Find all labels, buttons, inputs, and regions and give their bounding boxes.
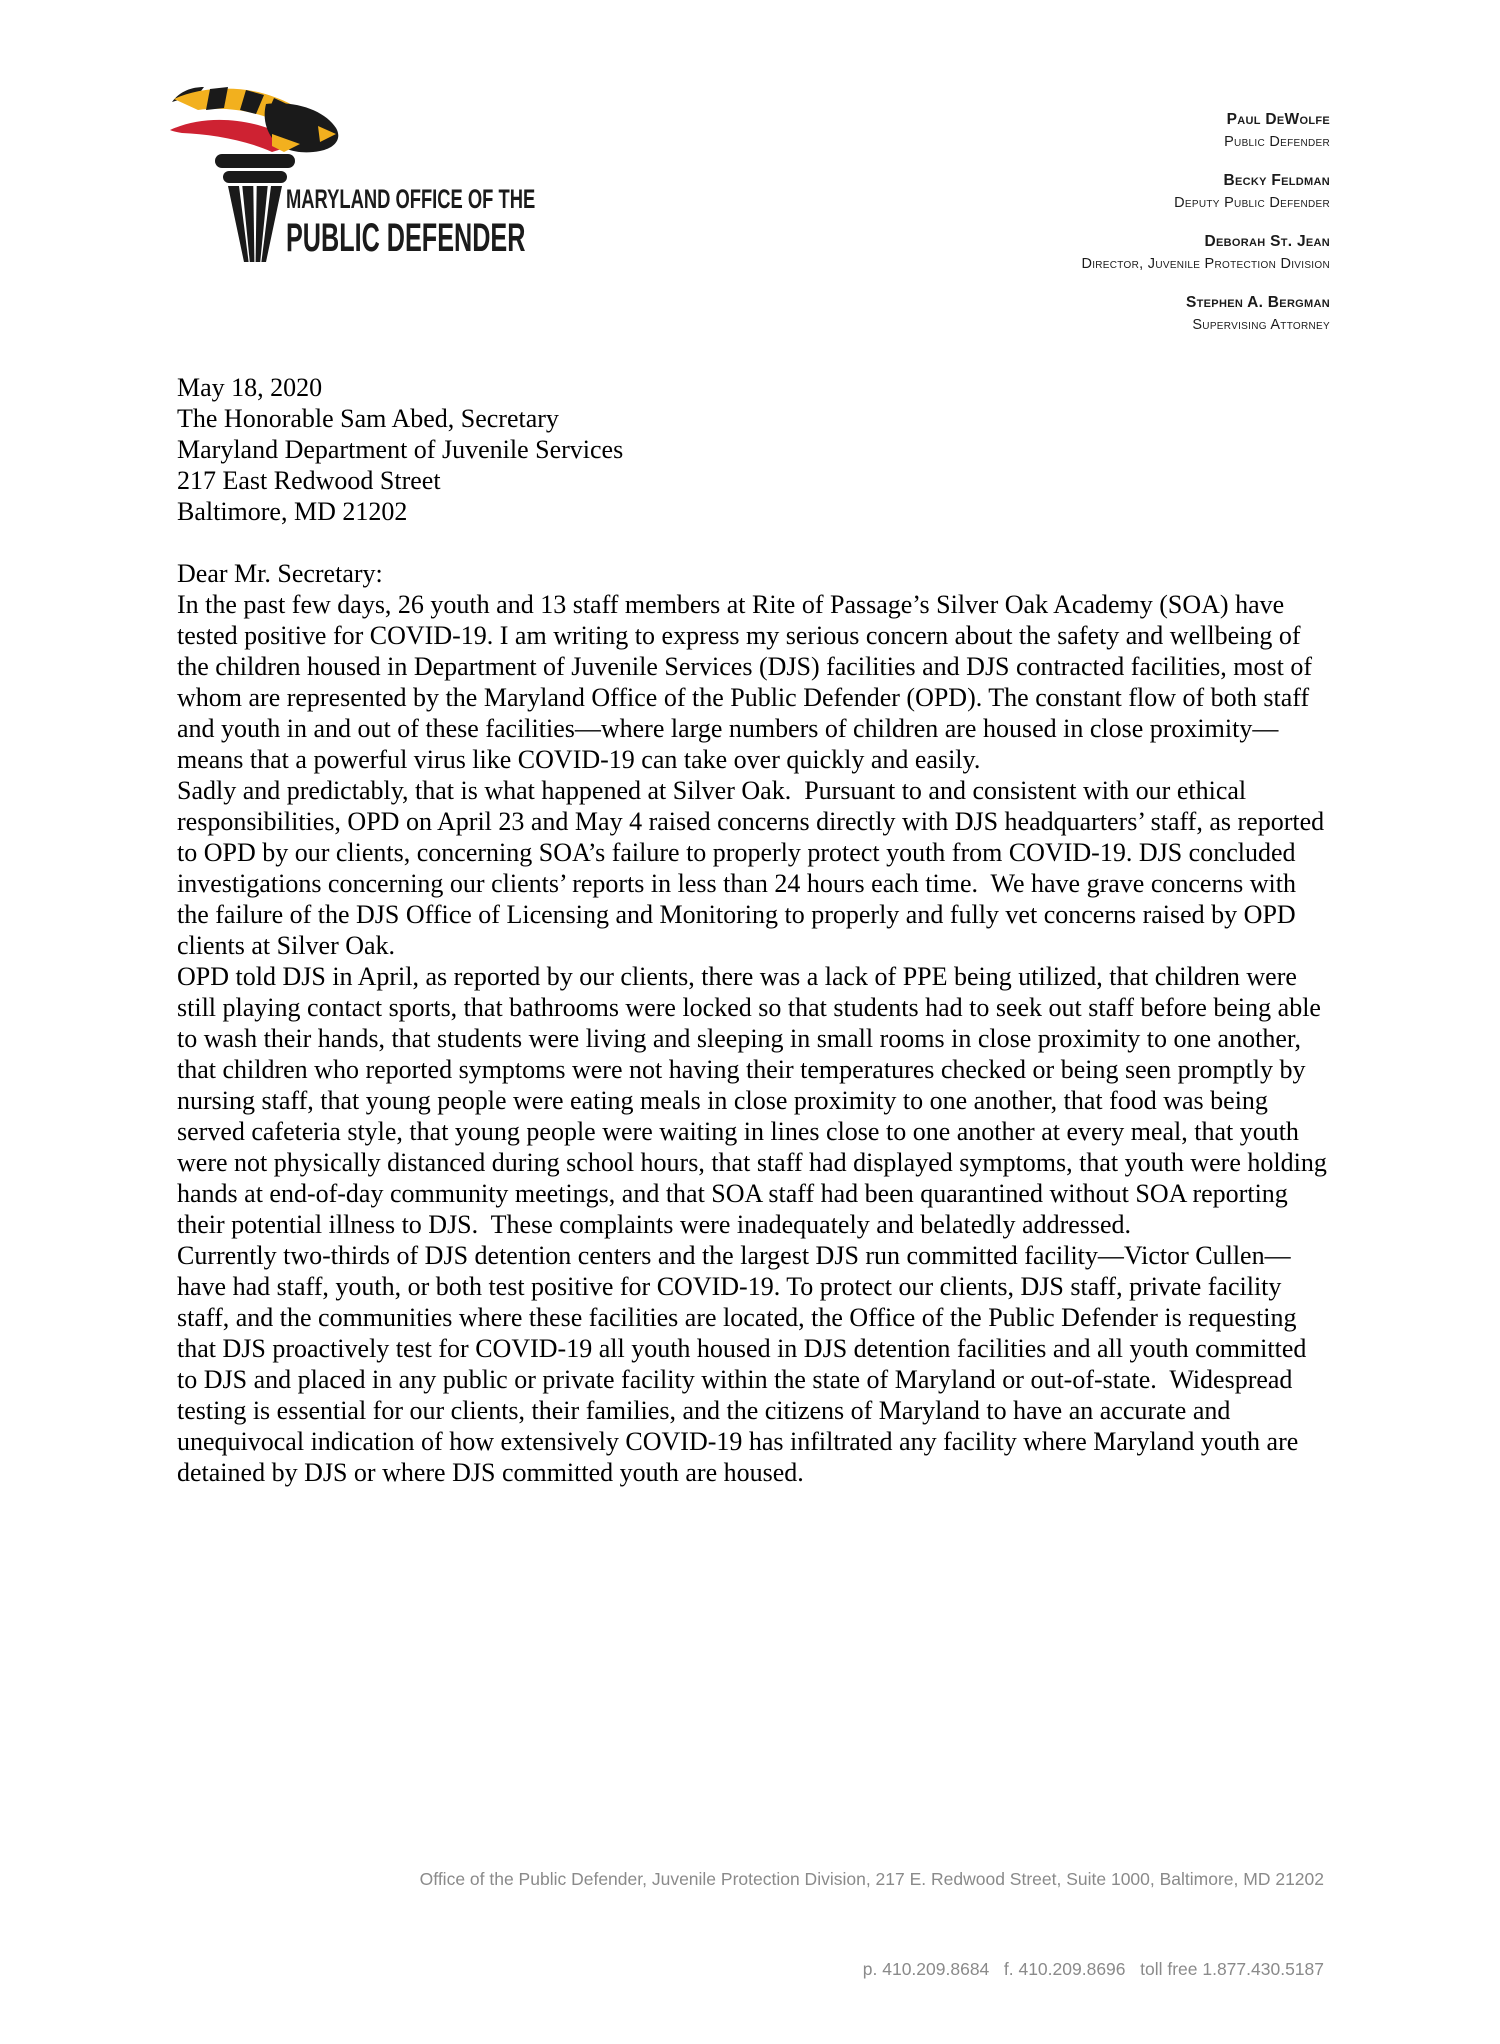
logo-org-line1: MARYLAND OFFICE OF THE <box>286 184 536 214</box>
official-name: Stephen A. Bergman <box>1186 294 1330 311</box>
letter-body <box>177 372 1334 1488</box>
recipient-address <box>177 403 1330 527</box>
logo-wordmark <box>286 186 666 258</box>
page-footer <box>420 1804 1324 2044</box>
official-title: Director, Juvenile Protection Division <box>1081 256 1330 272</box>
letter-date: May 18, 2020 <box>177 373 323 402</box>
official-title: Deputy Public Defender <box>1174 195 1330 211</box>
official-entry <box>1081 169 1330 215</box>
officials-list <box>1081 108 1330 352</box>
recipient-line: Baltimore, MD 21202 <box>177 497 408 526</box>
body-paragraph-3: OPD told DJS in April, as reported by our clients, there was a lack of PPE being utilized, that children were still playing contact sports, that bathrooms were locked so that students had to seek out staff before being able to wash their hands, that students were living and sleeping in small rooms in close proximity to one another, that children who reported symptoms were not having their temperatures checked or being seen promptly by nursing staff, that young people were eating meals in close proximity to one another, that food was being served cafeteria style, that young people were waiting in lines close to one another at every meal, that youth were not physically distanced during school hours, that staff had displayed symptoms, that youth were holding hands at end-of-day community meetings, and that SOA staff had been quarantined without SOA reporting their potential illness to DJS. These complaints were inadequately and belatedly addressed. <box>177 962 1334 1239</box>
logo-org-line2: PUBLIC DEFENDER <box>286 216 526 260</box>
opd-logo <box>170 86 640 276</box>
body-paragraph-4: Currently two-thirds of DJS detention centers and the largest DJS run committed facility—Victor Cullen—have had staff, youth, or both test positive for COVID-19. To protect our clients, DJS staff, private facility staff, and the communities where these facilities are located, the Office of the Public Defender is requesting that DJS proactively test for COVID-19 all youth housed in DJS detention facilities and all youth committed to DJS and placed in any public or private facility within the state of Maryland or out-of-state. Widespread testing is essential for our clients, their families, and the citizens of Maryland to have an accurate and unequivocal indication of how extensively COVID-19 has infiltrated any facility where Maryland youth are detained by DJS or where DJS committed youth are housed. <box>177 1241 1313 1487</box>
recipient-line: The Honorable Sam Abed, Secretary <box>177 404 559 433</box>
salutation: Dear Mr. Secretary: <box>177 559 383 588</box>
body-paragraph-2: Sadly and predictably, that is what happened at Silver Oak. Pursuant to and consistent with our ethical responsibilities, OPD on April 23 and May 4 raised concerns directly with DJS headquarters’ staff, as reported to OPD by our clients, concerning SOA’s failure to properly protect youth from COVID-19. DJS concluded investigations concerning our clients’ reports in less than 24 hours each time. We have grave concerns with the failure of the DJS Office of Licensing and Monitoring to properly and fully vet concerns raised by OPD clients at Silver Oak. <box>177 776 1331 960</box>
official-title: Public Defender <box>1224 134 1330 150</box>
official-entry <box>1081 108 1330 154</box>
body-paragraph-1: In the past few days, 26 youth and 13 staff members at Rite of Passage’s Silver Oak Academy (SOA) have tested positive for COVID-19. I am writing to express my serious concern about the safety and wellbeing of the children housed in Department of Juvenile Services (DJS) facilities and DJS contracted facilities, most of whom are represented by the Maryland Office of the Public Defender (OPD). The constant flow of both staff and youth in and out of these facilities—where large numbers of children are housed in close proximity—means that a powerful virus like COVID-19 can take over quickly and easily. <box>177 590 1319 774</box>
recipient-line: 217 East Redwood Street <box>177 466 441 495</box>
footer-phones: p. 410.209.8684 f. 410.209.8696 toll free 1.877.430.5187 <box>862 1959 1324 1979</box>
official-name: Becky Feldman <box>1223 172 1330 189</box>
official-name: Deborah St. Jean <box>1204 233 1330 250</box>
recipient-line: Maryland Department of Juvenile Services <box>177 435 624 464</box>
official-entry <box>1081 230 1330 276</box>
footer-address: Office of the Public Defender, Juvenile Protection Division, 217 E. Redwood Street, Suite 1000, Baltimore, MD 21202 <box>419 1869 1324 1889</box>
official-title: Supervising Attorney <box>1192 317 1330 333</box>
official-entry <box>1081 291 1330 337</box>
official-name: Paul DeWolfe <box>1226 111 1330 128</box>
